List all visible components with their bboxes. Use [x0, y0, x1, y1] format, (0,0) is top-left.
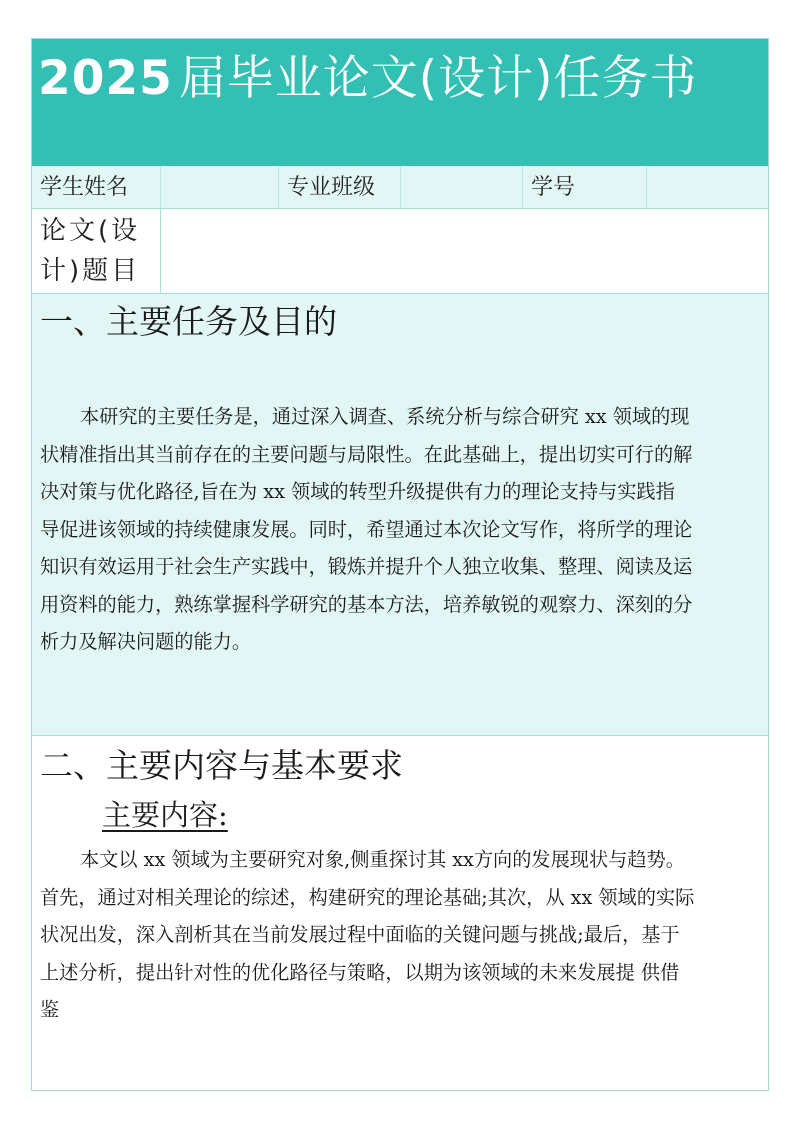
paragraph-line: 上述分析，提出针对性的优化路径与策略，以期为该领域的未来发展提 供借: [40, 960, 680, 984]
student-info-row: [32, 166, 768, 209]
student-id-field[interactable]: [647, 166, 768, 208]
paragraph-line: 本研究的主要任务是，通过深入调查、系统分析与综合研究 xx 领域的现: [80, 405, 690, 428]
paragraph-line: 析力及解决问题的能力。: [40, 630, 252, 653]
student-name-field[interactable]: [161, 166, 279, 208]
thesis-title-row: [32, 209, 768, 294]
paragraph-line: 首先，通过对相关理论的综述，构建研究的理论基础;其次，从 xx 领域的实际: [40, 885, 695, 909]
major-class-label: 专业班级: [279, 166, 401, 208]
paragraph-line: 决对策与优化路径,旨在为 xx 领域的转型升级提供有力的理论支持与实践指: [40, 480, 675, 503]
title-banner: [32, 39, 768, 166]
major-class-field[interactable]: [401, 166, 523, 208]
thesis-title-label: [32, 209, 161, 293]
paragraph-line: 状况出发，深入剖析其在当前发展过程中面临的关键问题与挑战;最后，基于: [40, 923, 680, 946]
section-content-requirements: [32, 736, 768, 1090]
section2-heading: 二、主要内容与基本要求: [40, 746, 403, 785]
paragraph-line: 导促进该领域的持续健康发展。同时，希望通过本次论文写作，将所学的理论: [40, 517, 693, 541]
paragraph-line: 知识有效运用于社会生产实践中，锻炼并提升个人独立收集、整理、阅读及运: [40, 555, 693, 578]
thesis-title-label-line1: 论文(设: [40, 216, 141, 246]
task-document: [31, 38, 769, 1091]
section1-paragraph: [40, 398, 762, 661]
student-name-label: 学生姓名: [32, 166, 161, 208]
student-id-label: 学号: [523, 166, 647, 208]
section1-heading: 一、主要任务及目的: [40, 302, 337, 341]
thesis-title-field[interactable]: [161, 209, 768, 293]
title-main: 届毕业论文(设计)任务书: [178, 51, 698, 106]
paragraph-line: 本文以 xx 领域为主要研究对象,侧重探讨其 xx方向的发展现状与趋势。: [80, 848, 685, 871]
paragraph-line: 用资料的能力，熟练掌握科学研究的基本方法，培养敏锐的观察力、深刻的分: [40, 592, 693, 616]
document-title: [38, 47, 698, 111]
paragraph-line: 状精准指出其当前存在的主要问题与局限性。在此基础上，提出切实可行的解: [40, 442, 693, 466]
main-content-subheading: 主要内容:: [102, 798, 228, 832]
thesis-title-label-line2: 计)题目: [40, 256, 141, 286]
title-year: 2025: [38, 51, 173, 106]
section2-paragraph: [40, 841, 762, 1029]
section-main-tasks: [32, 294, 768, 736]
paragraph-line: 鉴: [40, 998, 60, 1021]
